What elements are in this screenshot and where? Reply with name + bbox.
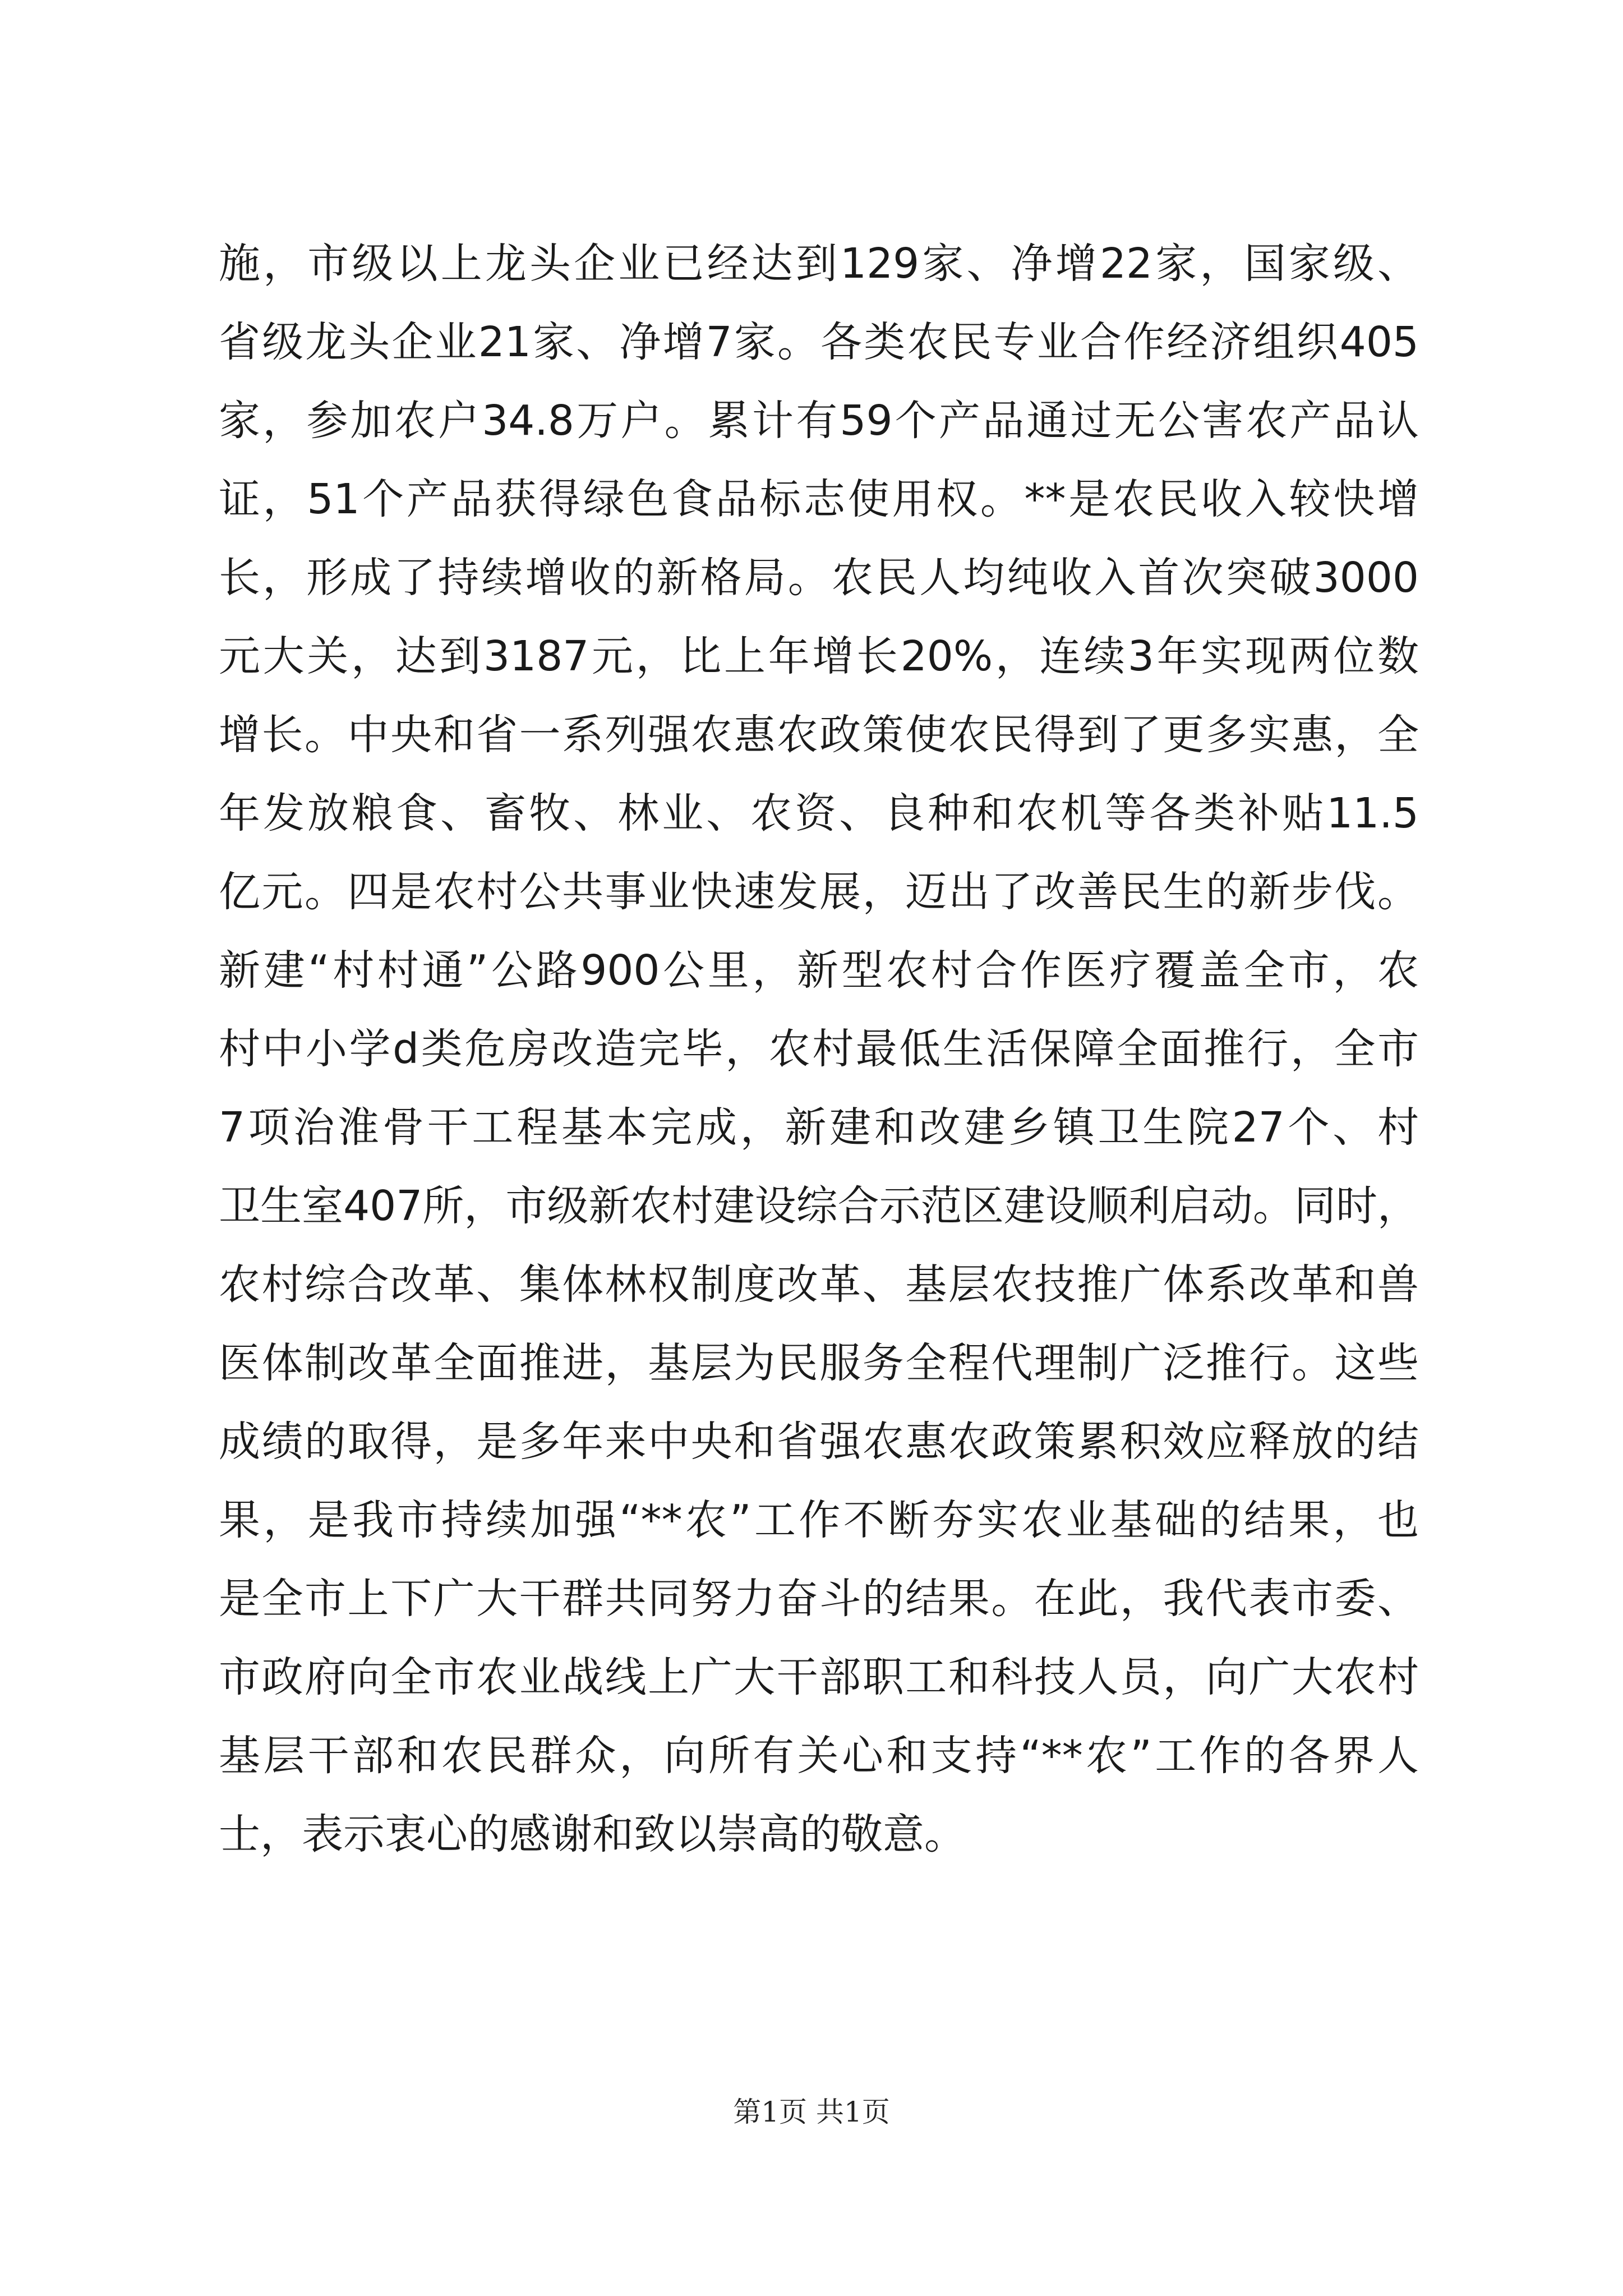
body-paragraph bbox=[219, 224, 1419, 1874]
text-line: 7项治淮骨干工程基本完成，新建和改建乡镇卫生院27个、村 bbox=[219, 1103, 1419, 1152]
text-line: 果，是我市持续加强“**农”工作不断夯实农业基础的结果，也 bbox=[219, 1496, 1419, 1544]
text-line: 卫生室407所，市级新农村建设综合示范区建设顺利启动。同时， bbox=[219, 1182, 1419, 1230]
text-line: 新建“村村通”公路900公里，新型农村合作医疗覆盖全市，农 bbox=[219, 946, 1419, 995]
text-line: 亿元。四是农村公共事业快速发展，迈出了改善民生的新步伐。 bbox=[219, 868, 1419, 916]
text-line: 长，形成了持续增收的新格局。农民人均纯收入首次突破3000 bbox=[219, 554, 1419, 602]
text-line: 元大关，达到3187元，比上年增长20%，连续3年实现两位数 bbox=[219, 632, 1419, 680]
page-number-footer: 第1页 共1页 bbox=[733, 2096, 890, 2128]
text-line: 士，表示衷心的感谢和致以崇高的敬意。 bbox=[219, 1810, 966, 1858]
text-line: 施，市级以上龙头企业已经达到129家、净增22家，国家级、 bbox=[219, 240, 1419, 288]
text-line: 增长。中央和省一系列强农惠农政策使农民得到了更多实惠，全 bbox=[219, 711, 1419, 759]
text-line: 年发放粮食、畜牧、林业、农资、良种和农机等各类补贴11.5 bbox=[219, 789, 1419, 838]
text-line: 基层干部和农民群众，向所有关心和支持“**农”工作的各界人 bbox=[219, 1732, 1419, 1780]
text-line: 市政府向全市农业战线上广大干部职工和科技人员，向广大农村 bbox=[219, 1653, 1419, 1701]
text-line: 村中小学d类危房改造完毕，农村最低生活保障全面推行，全市 bbox=[219, 1025, 1419, 1073]
text-line: 证，51个产品获得绿色食品标志使用权。**是农民收入较快增 bbox=[219, 475, 1419, 523]
text-line: 省级龙头企业21家、净增7家。各类农民专业合作经济组织405 bbox=[219, 318, 1419, 366]
text-line: 家，参加农户34.8万户。累计有59个产品通过无公害农产品认 bbox=[219, 397, 1419, 445]
text-line: 医体制改革全面推进，基层为民服务全程代理制广泛推行。这些 bbox=[219, 1339, 1419, 1387]
text-line: 农村综合改革、集体林权制度改革、基层农技推广体系改革和兽 bbox=[219, 1260, 1419, 1309]
text-line: 是全市上下广大干群共同努力奋斗的结果。在此，我代表市委、 bbox=[219, 1575, 1419, 1623]
text-line: 成绩的取得，是多年来中央和省强农惠农政策累积效应释放的结 bbox=[219, 1418, 1419, 1466]
